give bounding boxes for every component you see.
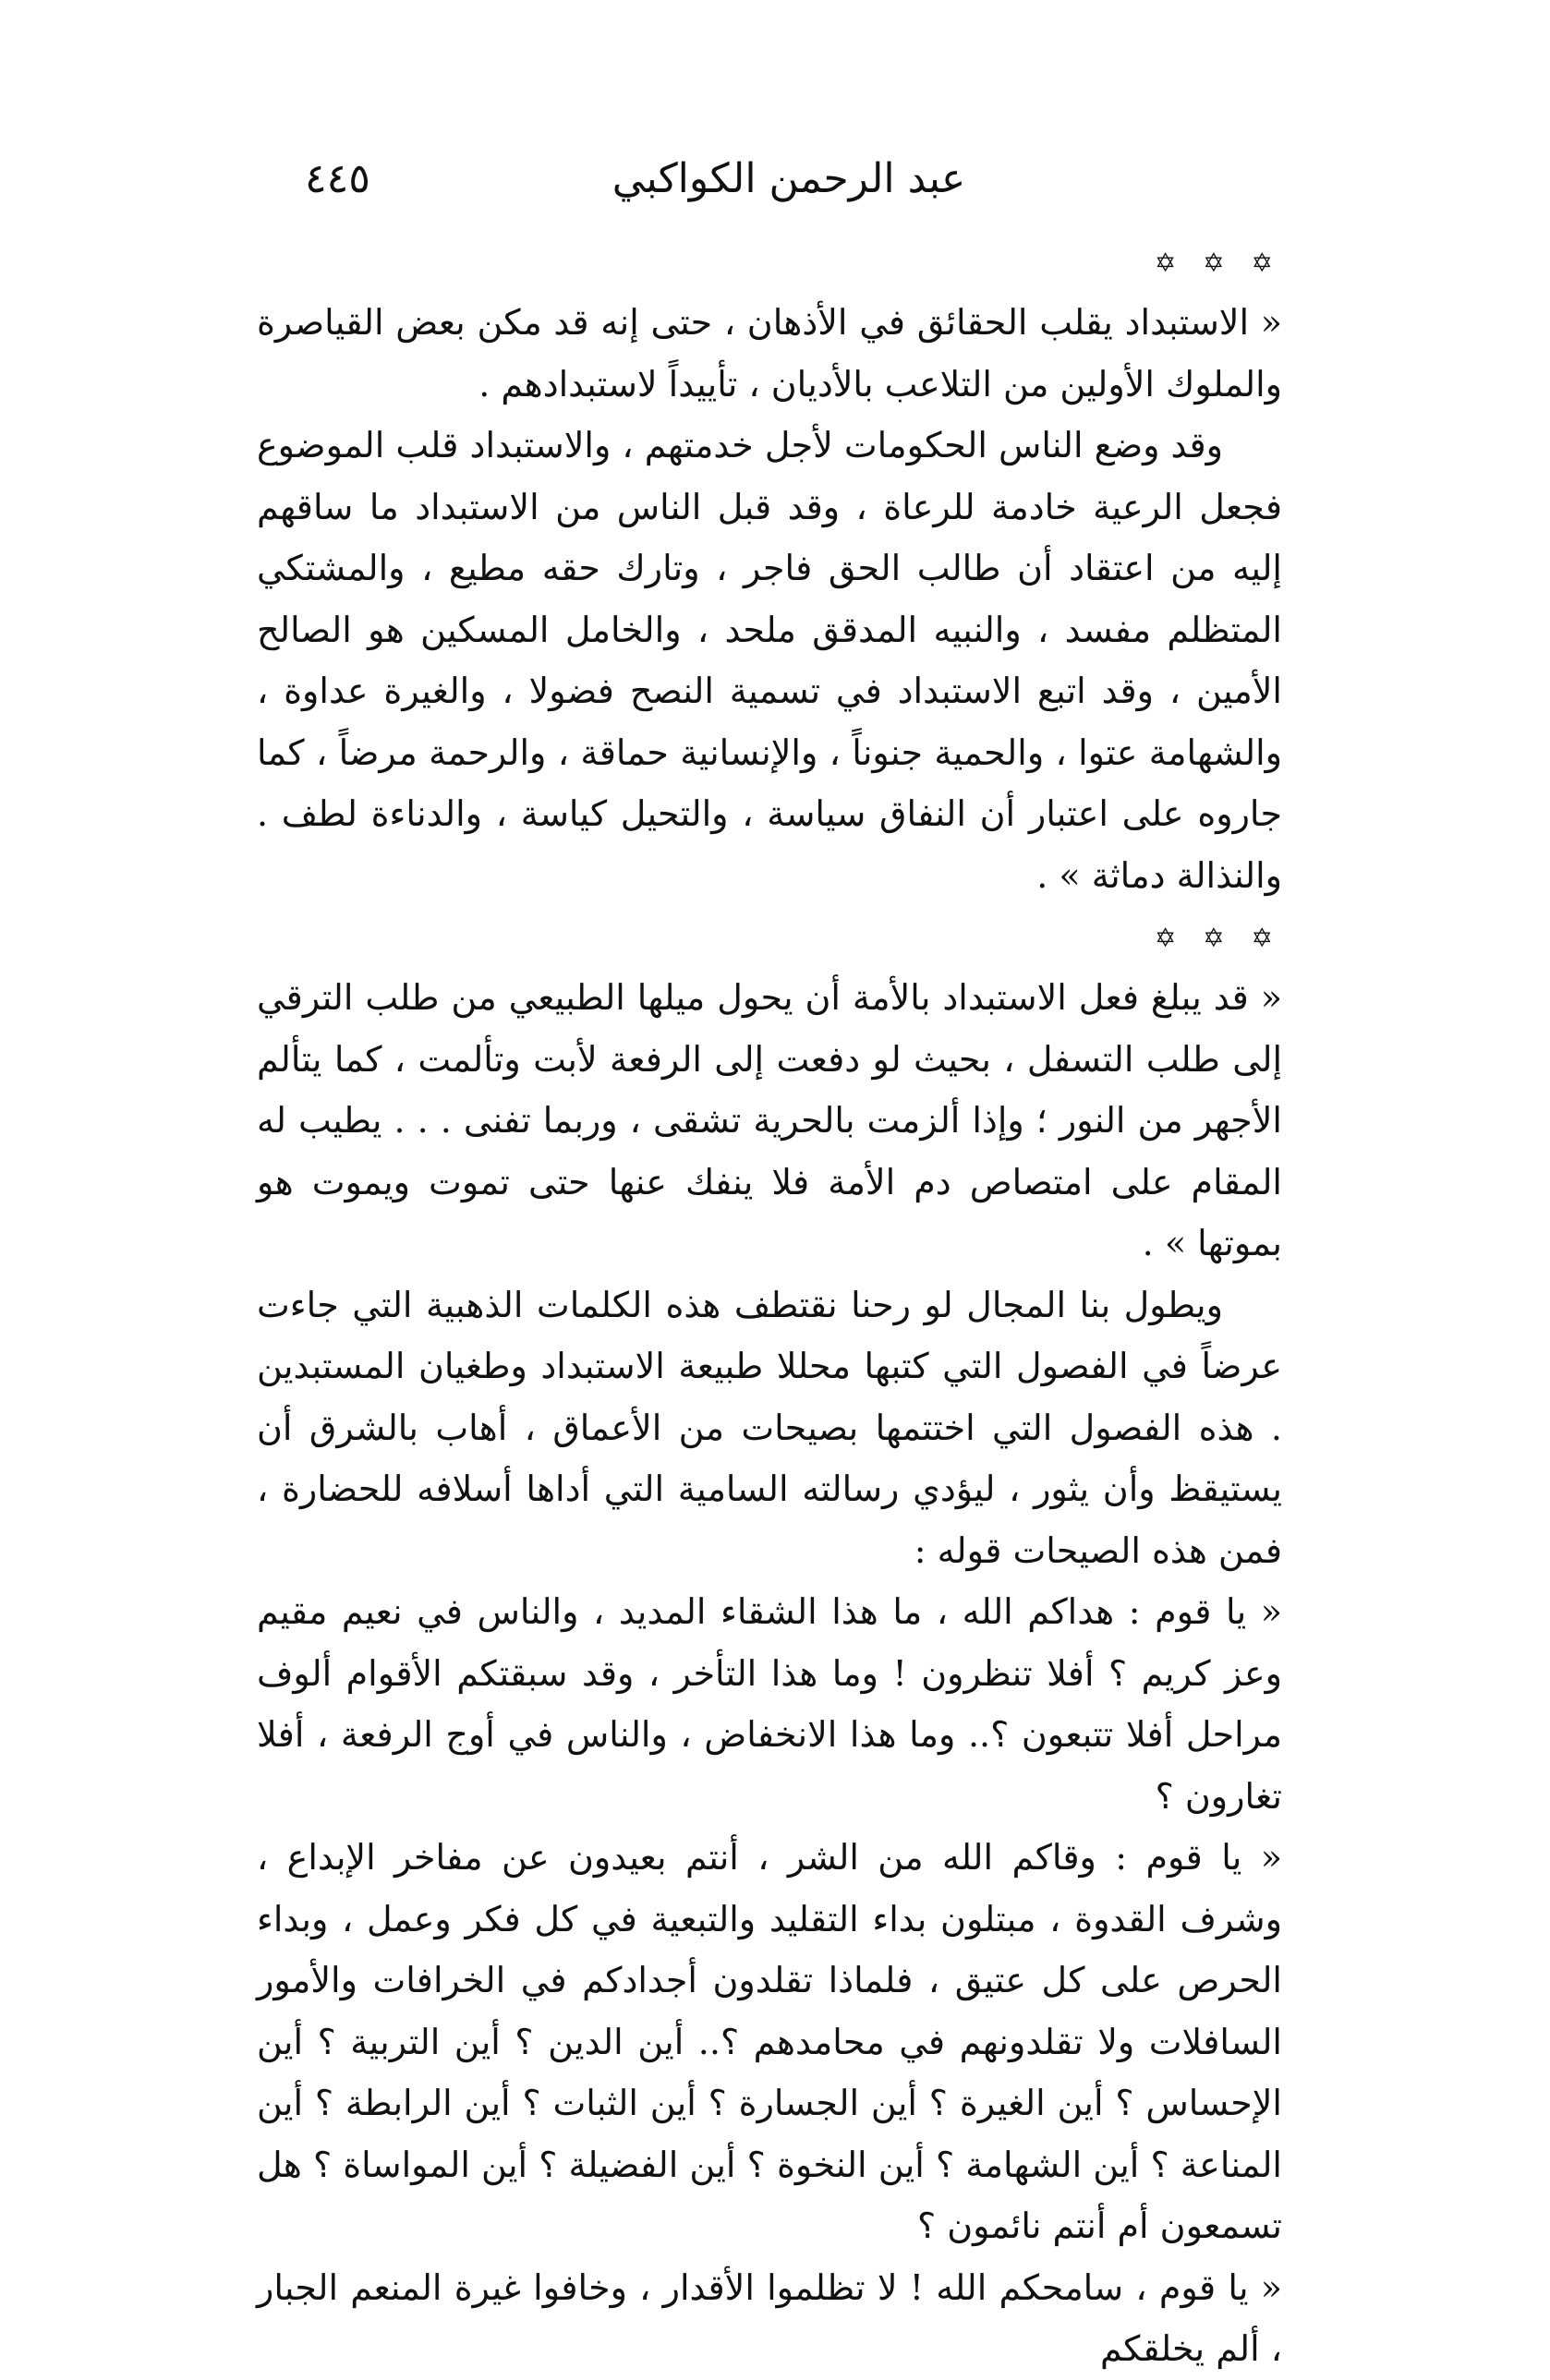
- section-separator-2: ✡ ✡ ✡: [1154, 923, 1282, 953]
- paragraph-quote-distorts-truths: « الاستبداد يقلب الحقائق في الأذهان ، حتى إنه قد مكن بعض القياصرة والملوك الأولين من التلاعب بالأديان ، تأييداً لاستبدادهم .: [257, 302, 1282, 405]
- paragraph-golden-words: ويطول بنا المجال لو رحنا نقتطف هذه الكلمات الذهبية التي جاءت عرضاً في الفصول التي كتبها محللا طبيعة الاستبداد وطغيان المستبدين . هذه الفصول التي اختتمها بصيحات من الأعماق ، أهاب بالشرق أن يستيقظ وأن يثور ، ليؤدي رسالته السامية التي أداها أسلافه للحضارة ، فمن هذه الصيحات قوله :: [257, 1284, 1282, 1571]
- page-header: [305, 155, 1273, 220]
- body-text: [257, 231, 1282, 2380]
- running-title: عبد الرحمن الكواكبي: [612, 155, 966, 202]
- paragraph-quote-o-people-3: « يا قوم ، سامحكم الله ! لا تظلموا الأقدار ، وخافوا غيرة المنعم الجبار ، ألم يخلقكم: [257, 2266, 1282, 2369]
- section-separator-1: ✡ ✡ ✡: [1154, 248, 1282, 278]
- paragraph-governments-service: وقد وضع الناس الحكومات لأجل خدمتهم ، والاستبداد قلب الموضوع فجعل الرعية خادمة للرعاة ، وقد قبل الناس من الاستبداد ما ساقهم إليه من اعتقاد أن طالب الحق فاجر ، وتارك حقه مطيع ، والمشتكي المتظلم مفسد ، والنبيه المدقق ملحد ، والخامل المسكين هو الصالح الأمين ، وقد اتبع الاستبداد في تسمية النصح فضولا ، والغيرة عداوة ، والشهامة عتوا ، والحمية جنوناً ، والإنسانية حماقة ، والرحمة مرضاً ، كما جاروه على اعتبار أن النفاق سياسة ، والتحيل كياسة ، والدناءة لطف . والنذالة دماثة » .: [257, 425, 1282, 896]
- paragraph-quote-o-people-1: « يا قوم : هداكم الله ، ما هذا الشقاء المديد ، والناس في نعيم مقيم وعز كريم ؟ أفلا تنظرون ! وما هذا التأخر ، وقد سبقتكم الأقوام ألوف مراحل أفلا تتبعون ؟.. وما هذا الانخفاض ، والناس في أوج الرفعة ، أفلا تغارون ؟: [257, 1591, 1283, 1817]
- paragraph-quote-nation-decline: « قد يبلغ فعل الاستبداد بالأمة أن يحول ميلها الطبيعي من طلب الترقي إلى طلب التسفل ، بحيث لو دفعت إلى الرفعة لأبت وتألمت ، كما يتألم الأجهر من النور ؛ وإذا ألزمت بالحرية تشقى ، وربما تفنى . . . يطيب له المقام على امتصاص دم الأمة فلا ينفك عنها حتى تموت ويموت هو بموتها » .: [257, 977, 1282, 1263]
- paragraph-quote-o-people-2: « يا قوم : وقاكم الله من الشر ، أنتم بعيدون عن مفاخر الإبداع ، وشرف القدوة ، مبتلون بداء التقليد والتبعية في كل فكر وعمل ، وبداء الحرص على كل عتيق ، فلماذا تقلدون أجدادكم في الخرافات والأمور السافلات ولا تقلدونهم في محامدهم ؟.. أين الدين ؟ أين التربية ؟ أين الإحساس ؟ أين الغيرة ؟ أين الجسارة ؟ أين الثبات ؟ أين الرابطة ؟ أين المناعة ؟ أين الشهامة ؟ أين النخوة ؟ أين الفضيلة ؟ أين المواساة ؟ هل تسمعون أم أنتم نائمون ؟: [257, 1837, 1282, 2246]
- page-number: ٤٤٥: [305, 155, 370, 202]
